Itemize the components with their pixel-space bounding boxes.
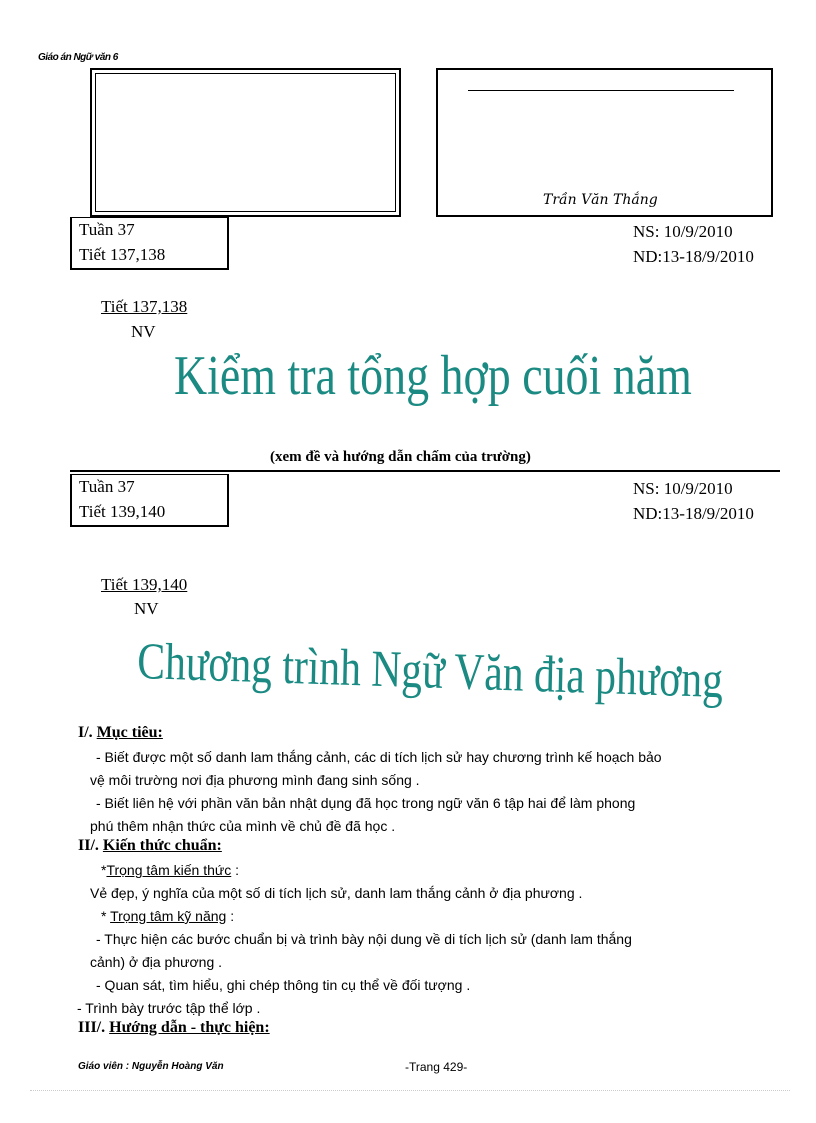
lesson-title-2: Chương trình Ngữ Văn địa phương (136, 632, 724, 710)
bullet-star: * (101, 908, 111, 924)
lesson-title-1: Kiểm tra tổng hợp cuối năm (174, 345, 692, 407)
footer-teacher: Giáo viên : Nguyễn Hoàng Văn (78, 1061, 224, 1072)
lesson-number-1: Tiết 137,138 (101, 297, 188, 316)
subheading-skill-focus (101, 905, 234, 928)
heading-number: I/. (78, 724, 93, 741)
section-heading-guide (78, 1019, 270, 1037)
lesson-note-1: (xem đề và hướng dẫn chấm của trường) (270, 449, 531, 465)
week-label-2: Tuần 37 (79, 477, 135, 496)
section-heading-objectives (78, 724, 163, 742)
subject-nv-1: NV (131, 322, 156, 341)
skill-1-line-2: cảnh) ở địa phương . (90, 954, 223, 970)
page-bottom-dotted-rule (30, 1090, 790, 1091)
nd-date-1: ND:13-18/9/2010 (633, 247, 754, 266)
subject-nv-2: NV (134, 599, 159, 618)
footer-page-number: -Trang 429- (405, 1060, 468, 1074)
heading-text: Mục tiêu: (96, 724, 163, 741)
heading-number: II/. (78, 837, 99, 854)
bullet-star: * (101, 862, 107, 878)
section-heading-knowledge (78, 837, 222, 855)
signature-name: Trần Văn Thắng (543, 192, 658, 208)
week-period-box-1 (70, 217, 229, 270)
objective-1-line-1: - Biết được một số danh lam thắng cảnh, các di tích lịch sử hay chương trình kế hoạch bảo (96, 749, 662, 765)
heading-number: III/. (78, 1019, 106, 1036)
subheading-colon: : (226, 908, 235, 924)
skill-2: - Quan sát, tìm hiểu, ghi chép thông tin cụ thể về đối tượng . (96, 977, 471, 993)
period-label-2: Tiết 139,140 (79, 502, 166, 521)
document-header-label: Giáo án Ngữ văn 6 (38, 52, 118, 63)
week-period-box-2 (70, 474, 229, 527)
knowledge-focus-text: Vẻ đẹp, ý nghĩa của một số di tích lịch sử, danh lam thắng cảnh ở địa phương . (90, 885, 583, 901)
objective-2-line-1: - Biết liên hệ với phần văn bản nhật dụng đã học trong ngữ văn 6 tập hai để làm phong (96, 795, 636, 811)
period-label-1: Tiết 137,138 (79, 245, 166, 264)
stamp-box-left (90, 68, 401, 217)
lesson-number-2: Tiết 139,140 (101, 575, 188, 594)
skill-1-line-1: - Thực hiện các bước chuẩn bị và trình bày nội dung về di tích lịch sử (danh lam thắng (96, 931, 632, 947)
nd-date-2: ND:13-18/9/2010 (633, 504, 754, 523)
subheading-text: Trọng tâm kỹ năng (110, 908, 227, 924)
stamp-box-inner (95, 73, 396, 212)
subheading-knowledge-focus (101, 859, 239, 882)
subheading-text: Trọng tâm kiến thức (106, 862, 232, 878)
objective-1-line-2: vệ môi trường nơi địa phương mình đang sinh sống . (90, 772, 420, 788)
ns-date-2: NS: 10/9/2010 (633, 479, 733, 498)
signature-line (468, 90, 734, 91)
heading-text: Kiến thức chuẩn: (102, 837, 222, 854)
heading-text: Hướng dẫn - thực hiện: (109, 1019, 270, 1036)
subheading-colon: : (231, 862, 240, 878)
skill-3: - Trình bày trước tập thể lớp . (77, 1000, 261, 1016)
week-label-1: Tuần 37 (79, 220, 135, 239)
horizontal-divider (70, 470, 780, 472)
objective-2-line-2: phú thêm nhận thức của mình về chủ đề đã học . (90, 818, 396, 834)
ns-date-1: NS: 10/9/2010 (633, 222, 733, 241)
approval-box-right (436, 68, 773, 217)
